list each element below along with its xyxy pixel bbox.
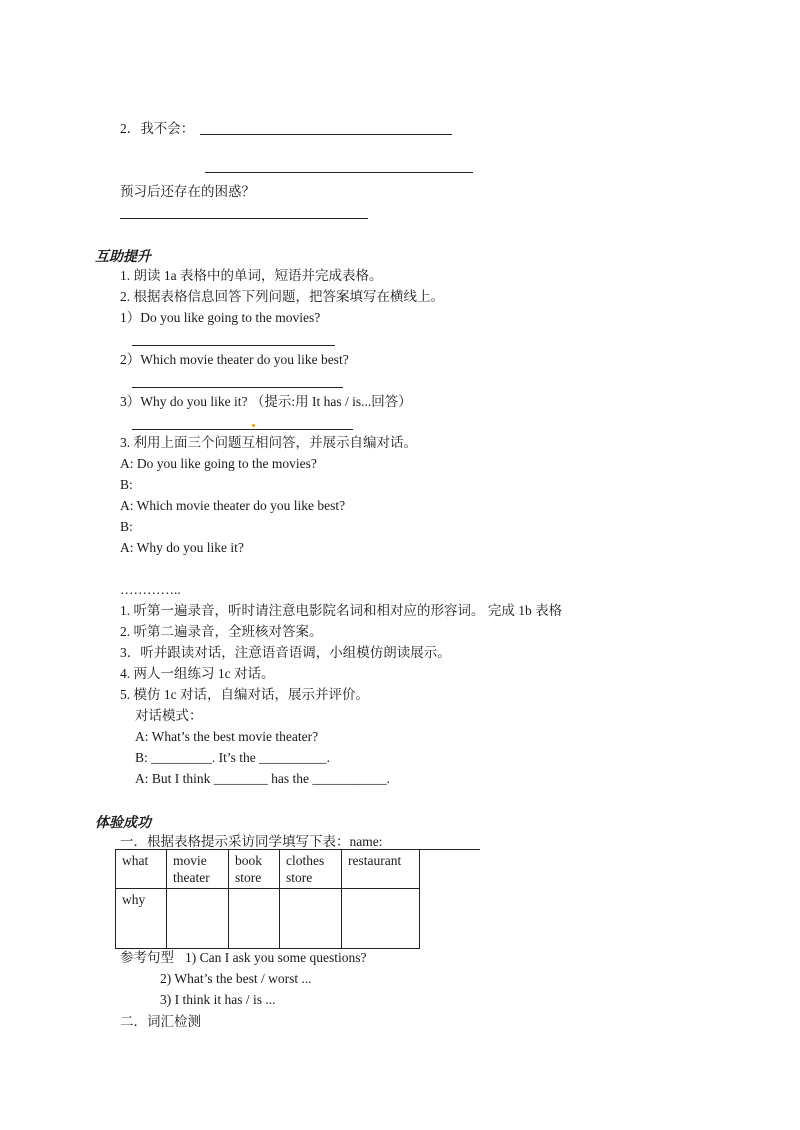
ref-line-1: 1) Can I ask you some questions? [185,950,367,965]
q2-answer-line-2[interactable] [205,172,473,173]
pattern-line-3: A: But I think ________ has the ___________. [135,771,390,786]
ref-label: 参考句型 [120,950,174,965]
listen-step-1: 1. 听第一遍录音，听时请注意电影院名词和相对应的形容词。 完成 1b 表格 [120,603,563,618]
listen-step-4: 4. 两人一组练习 1c 对话。 [120,666,275,681]
pattern-line-1: A: What’s the best movie theater? [135,729,319,744]
ref-line-3: 3) I think it has / is ... [160,992,276,1007]
listen-step-2: 2. 听第二遍录音，全班核对答案。 [120,624,323,639]
question-2-answer-line[interactable] [132,387,343,388]
question-3: 3）Why do you like it? （提示:用 It has / is...回答） [120,394,412,409]
table-header-cell: clothes store [280,850,342,889]
section-heading-success: 体验成功 [95,816,151,831]
survey-table [115,849,420,949]
table-header-cell: movie theater [167,850,229,889]
dialog-line-4: B: [120,519,133,534]
doubt-answer-line[interactable] [120,218,368,219]
pattern-line-2: B: _________. It’s the __________. [135,750,330,765]
table-input-cell[interactable] [167,889,229,949]
section-heading-mutual: 互助提升 [95,250,151,265]
table-header-cell: book store [229,850,280,889]
table-row-label: why [116,889,167,949]
q2-label: 2．我不会： [120,121,195,136]
table-header-cell: what [116,850,167,889]
mutual-step-2: 2. 根据表格信息回答下列问题，把答案填写在横线上。 [120,289,444,304]
question-3-answer-line[interactable] [132,429,353,430]
marker-dot [252,424,255,427]
table-input-cell[interactable] [280,889,342,949]
listen-step-5: 5. 模仿 1c 对话，自编对话，展示并评价。 [120,687,369,702]
dialog-line-5: A: Why do you like it? [120,540,244,555]
dialog-line-1: A: Do you like going to the movies? [120,456,317,471]
question-1: 1）Do you like going to the movies? [120,310,321,325]
table-header-cell: restaurant [342,850,420,889]
question-1-answer-line[interactable] [132,345,335,346]
table-input-cell[interactable] [229,889,280,949]
mutual-step-3: 3. 利用上面三个问题互相问答，并展示自编对话。 [120,435,417,450]
task-2-label: 二．词汇检测 [120,1014,201,1029]
ref-line-2: 2) What’s the best / worst ... [160,971,312,986]
listen-step-3: 3．听并跟读对话，注意语音语调，小组模仿朗读展示。 [120,645,451,660]
question-2: 2）Which movie theater do you like best? [120,352,349,367]
ellipsis: ………….. [120,582,181,597]
q2-answer-line-1[interactable] [200,134,452,135]
dialog-line-2: B: [120,477,133,492]
pattern-label: 对话模式： [135,708,203,723]
doubt-label: 预习后还存在的困惑？ [120,184,255,199]
mutual-step-1: 1. 朗读 1a 表格中的单词，短语并完成表格。 [120,268,383,283]
task-1-label: 一．根据表格提示采访同学填写下表：name: [120,834,383,849]
dialog-line-3: A: Which movie theater do you like best? [120,498,346,513]
table-input-cell[interactable] [342,889,420,949]
